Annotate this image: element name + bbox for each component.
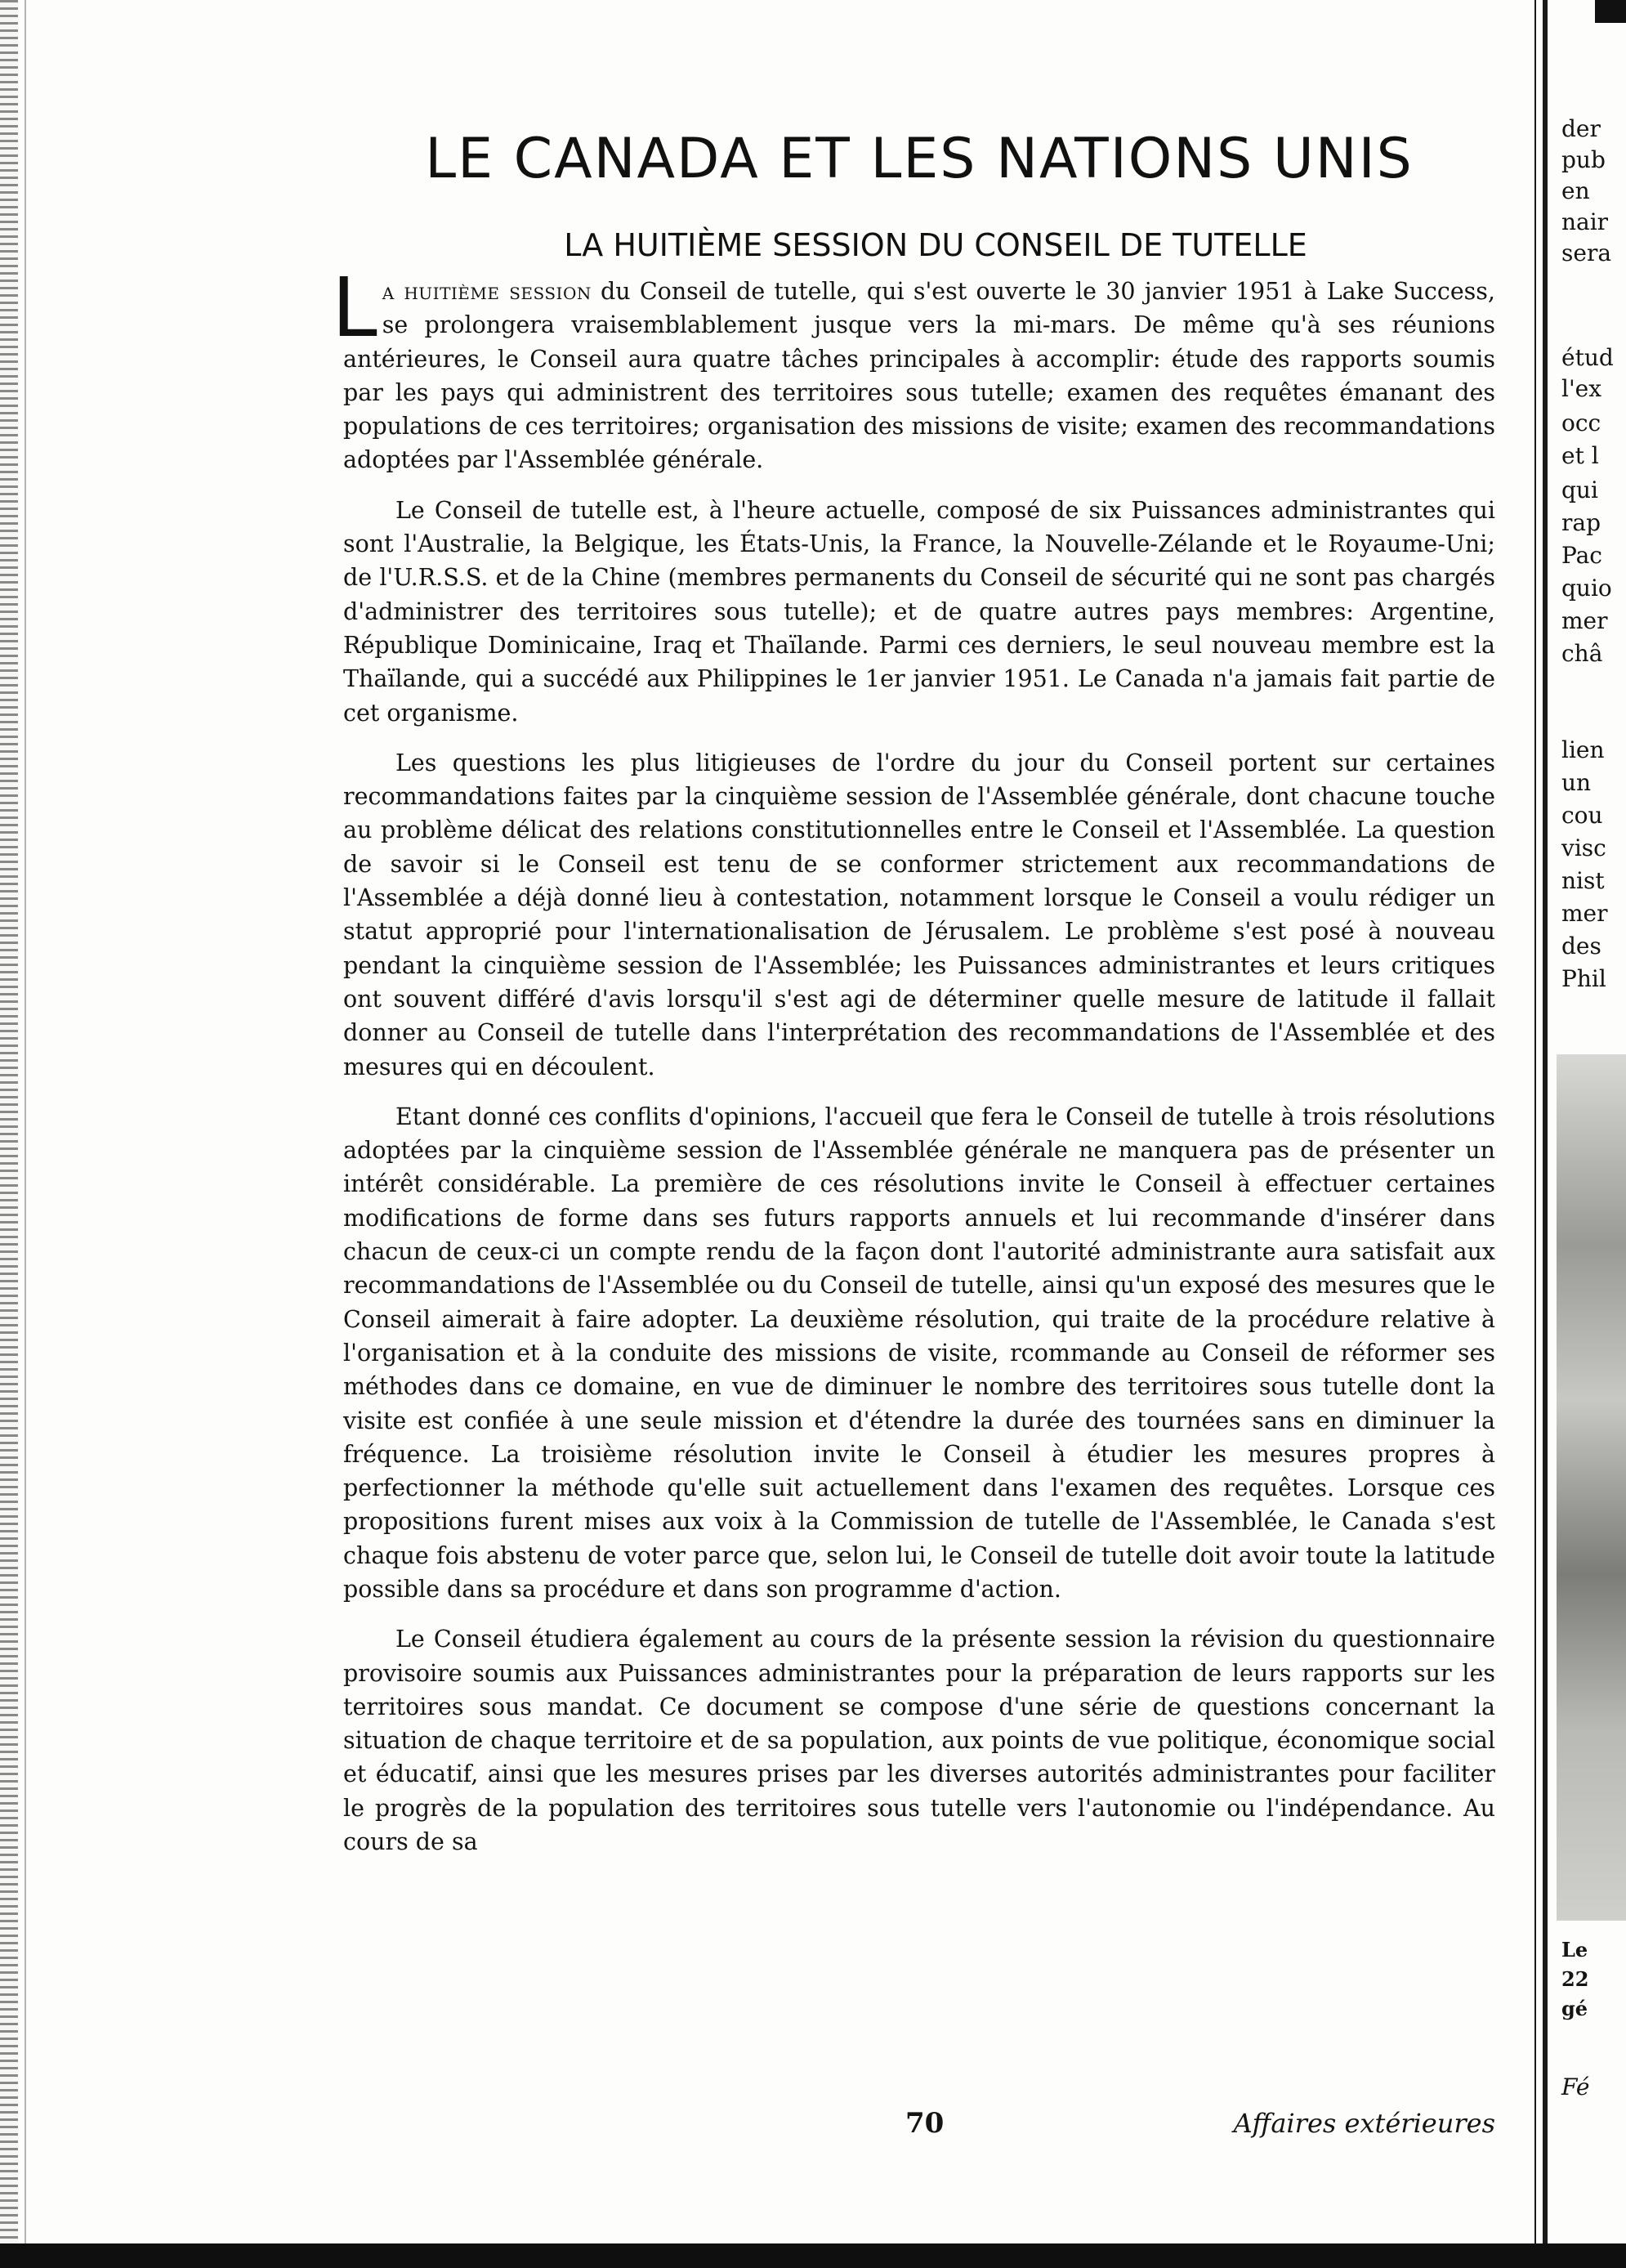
adjacent-fragment: mer — [1561, 607, 1608, 634]
article-title: LE CANADA ET LES NATIONS UNIS — [425, 127, 1414, 191]
adjacent-fragment: quio — [1561, 575, 1612, 602]
adjacent-fragment: un — [1561, 769, 1592, 796]
adjacent-fragment: cou — [1561, 802, 1603, 829]
adjacent-photo — [1557, 1054, 1626, 1921]
adjacent-fragment: nair — [1561, 208, 1609, 235]
adjacent-fragment: châ — [1561, 640, 1603, 667]
adjacent-fragment: en — [1561, 177, 1590, 204]
adjacent-fragment: lien — [1561, 736, 1605, 763]
paragraph-3: Les questions les plus litigieuses de l'ordre du jour du Conseil portent sur certaines recommandations faites par la cinquième session de l'Assemblée générale, dont chacune touche au problème délicat des relations constitutionnelles entre le Conseil et l'Assemblée. La question de savoir si le Conseil est tenu de se conformer strictement aux recommandations de l'Assemblée a déjà donné lieu à contestation, notamment lorsque le Conseil a voulu rédiger un statut approprié pour l'internationalisation de Jérusalem. Le problème s'est posé à nouveau pendant la cinquième session de l'Assemblée; les Puissances administrantes et leurs critiques ont souvent différé d'avis lorsqu'il s'est agi de déterminer quelle mesure de latitude il fallait donner au Conseil de tutelle dans l'interprétation des recommandations de l'Assemblée et des mesures qui en découlent. — [343, 749, 1495, 1080]
binding-edge-line — [25, 0, 26, 2268]
article-subtitle: LA HUITIÈME SESSION DU CONSEIL DE TUTELLE — [564, 227, 1307, 263]
adjacent-caption-fragment: Le — [1561, 1938, 1588, 1962]
column-rule — [1543, 0, 1548, 2268]
adjacent-fragment: rap — [1561, 509, 1601, 536]
adjacent-fragment: qui — [1561, 476, 1598, 503]
adjacent-caption-fragment: 22 — [1561, 1967, 1589, 1991]
paragraph-1 — [332, 260, 1495, 477]
scan-bottom-band — [0, 2243, 1626, 2268]
adjacent-fragment: pub — [1561, 146, 1606, 173]
adjacent-fragment: visc — [1561, 834, 1606, 861]
column-rule-thin — [1534, 0, 1536, 2268]
adjacent-fragment: sera — [1561, 239, 1612, 266]
drop-cap: L — [332, 260, 377, 356]
paragraph-1-text: du Conseil de tutelle, qui s'est ouverte le 30 janvier 1951 à Lake Success, se prolongera vraisemblablement jusque vers la mi-mars. De même qu'à ses réunions antérieures, le Conseil aura quatre tâches principales à accomplir: étude des rapports soumis par les pays qui administrent des territoires sous tutelle; examen des requêtes émanant des populations de ces territoires; organisation des missions de visite; examen des recommandations adoptées par l'Assemblée générale. — [343, 278, 1495, 474]
adjacent-fragment: Pac — [1561, 542, 1602, 569]
lead-smallcaps: a huitième session — [382, 278, 592, 305]
adjacent-fragment: étud — [1561, 344, 1614, 371]
adjacent-fragment: occ — [1561, 409, 1601, 436]
page-footer — [343, 2104, 1495, 2143]
adjacent-fragment: mer — [1561, 900, 1608, 927]
adjacent-fragment: nist — [1561, 867, 1605, 894]
page-number: 70 — [905, 2107, 945, 2140]
paragraph-2: Le Conseil de tutelle est, à l'heure actuelle, composé de six Puissances administrantes qui sont l'Australie, la Belgique, les États-Unis, la France, la Nouvelle-Zélande et le Royaume-Uni; de l'U.R.S.S. et de la Chine (membres permanents du Conseil de sécurité qui ne sont pas chargés d'administrer des territoires sous tutelle); et de quatre autres pays membres: Argentine, République Dominicaine, Iraq et Thaïlande. Parmi ces derniers, le seul nouveau membre est la Thaïlande, qui a succédé aux Philippines le 1er janvier 1951. Le Canada n'a jamais fait partie de cet organisme. — [343, 496, 1495, 727]
adjacent-caption-fragment: gé — [1561, 1997, 1588, 2020]
adjacent-fragment: et l — [1561, 442, 1599, 469]
adjacent-caption-fragment: Fé — [1561, 2073, 1590, 2100]
article — [332, 123, 1495, 1859]
adjacent-fragment: Phil — [1561, 965, 1606, 992]
binding-edge — [0, 0, 18, 2268]
journal-name: Affaires extérieures — [1233, 2108, 1495, 2139]
adjacent-fragment: l'ex — [1561, 375, 1602, 402]
paragraph-4: Etant donné ces conflits d'opinions, l'accueil que fera le Conseil de tutelle à trois résolutions adoptées par la cinquième session de l'Assemblée générale ne manquera pas de présenter un intérêt considérable. La première de ces résolutions invite le Conseil à effectuer certaines modifications de forme dans ses futurs rapports annuels et lui recommande d'insérer dans chacun de ceux-ci un compte rendu de la façon dont l'autorité administrante aura satisfait aux recommandations de l'Assemblée ou du Conseil de tutelle, ainsi qu'un exposé des mesures que le Conseil aimerait à faire adopter. La deuxième résolution, qui traite de la procédure relative à l'organisation et à la conduite des missions de visite, rcommande au Conseil de réformer ses méthodes dans ce domaine, en vue de diminuer le nombre des territoires sous tutelle dont la visite est confiée à une seule mission et d'étendre la durée des tournées sans en diminuer la fréquence. La troisième résolution invite le Conseil à étudier les mesures propres à perfectionner la méthode qu'elle suit actuellement dans l'examen des requêtes. Lorsque ces propositions furent mises aux voix à la Commission de tutelle de l'Assemblée, le Canada s'est chaque fois abstenu de voter parce que, selon lui, le Conseil de tutelle doit avoir toute la latitude possible dans sa procédure et dans son programme d'action. — [343, 1103, 1495, 1603]
adjacent-fragment: der — [1561, 115, 1601, 142]
adjacent-fragment: des — [1561, 933, 1601, 960]
adjacent-page-column — [1557, 0, 1626, 2243]
paragraph-5: Le Conseil étudiera également au cours de la présente session la révision du questionnaire provisoire soumis aux Puissances administrantes pour la préparation de leurs rapports sur les territoires sous mandat. Ce document se compose d'une série de questions concernant la situation de chaque territoire et de sa population, aux points de vue politique, économique social et éducatif, ainsi que les mesures prises par les diverses autorités administrantes pour faciliter le progrès de la population des territoires sous tutelle vers l'autonomie ou l'indépendance. Au cours de sa — [343, 1626, 1495, 1856]
